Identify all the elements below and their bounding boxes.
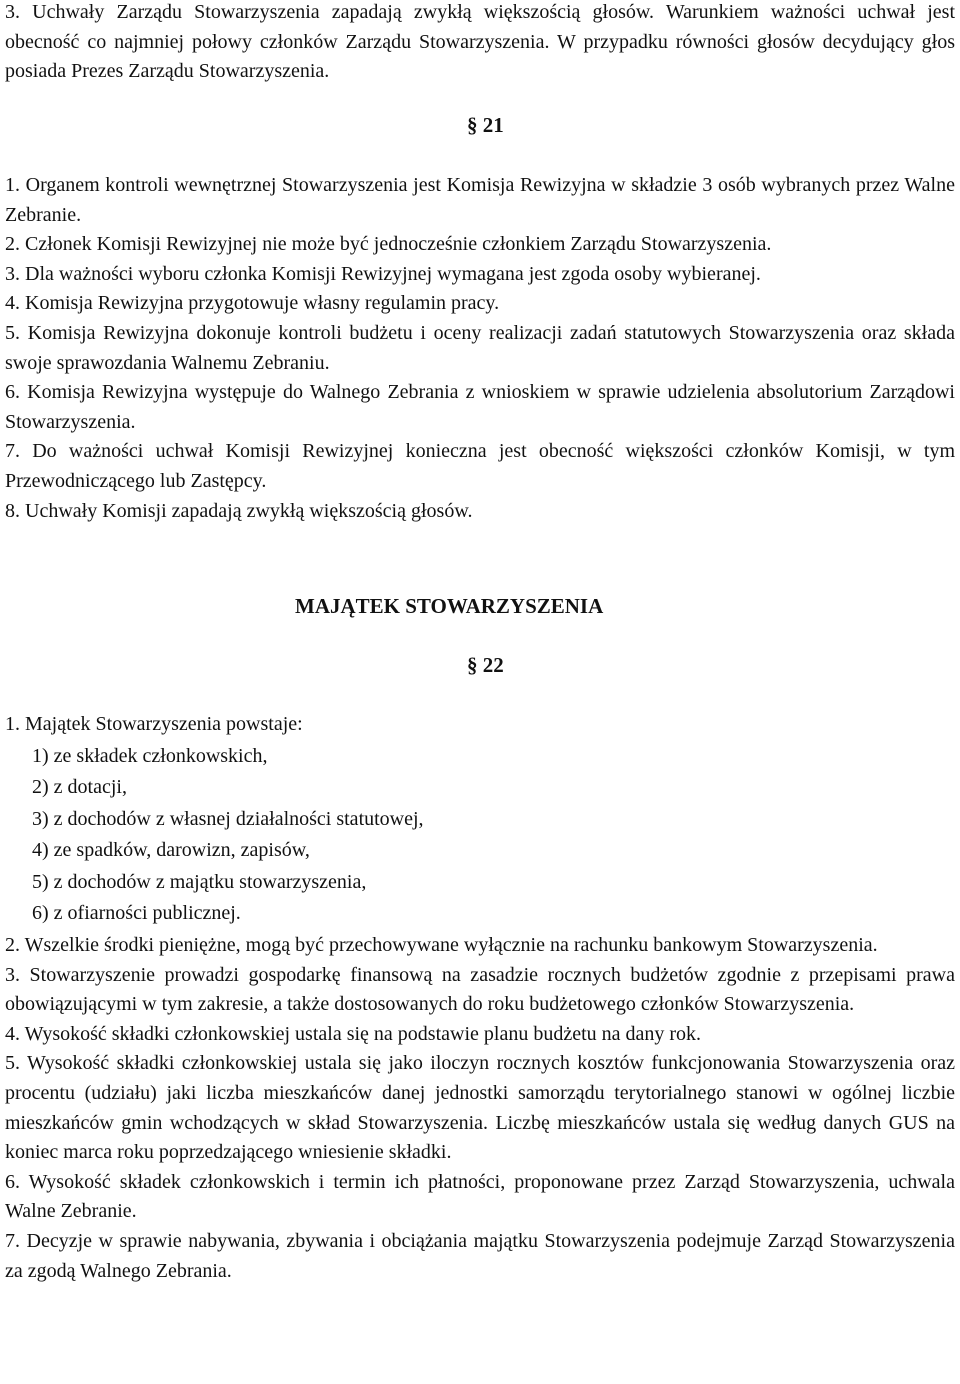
paragraph-block-3: [5, 709, 955, 930]
paragraph-majatek-5: 5. Wysokość składki członkowskiej ustala się jako iloczyn rocznych kosztów funkcjonowania Stowarzyszenia oraz procentu (udziału) jaki liczba mieszkańców danej jednostki samorządu terytorialnego stanowi w ogólnej liczbie mieszkańców gmin wchodzących w skład Stowarzyszenia. Liczbę mieszkańców ustala się według danych GUS na koniec marca roku poprzedzającego wniesienie składki.: [5, 1052, 955, 1164]
list-item: 5) z dochodów z majątku stowarzyszenia,: [32, 870, 367, 893]
paragraph-majatek-2: 2. Wszelkie środki pieniężne, mogą być przechowywane wyłącznie na rachunku bankowym Stowarzyszenia.: [5, 934, 878, 956]
paragraph-majatek-6: 6. Wysokość składek członkowskich i termin ich płatności, proponowane przez Zarząd Stowarzyszenia, uchwala Walne Zebranie.: [5, 1170, 955, 1223]
section-22-heading: § 22: [467, 653, 504, 677]
paragraph-majatek-3: 3. Stowarzyszenie prowadzi gospodarkę finansową na zasadzie rocznych budżetów zgodnie z przepisami prawa obowiązującymi w tym zakresie, a także dostosowanych do roku budżetowego członków Stowarzyszenia.: [5, 963, 955, 1016]
paragraph-komisja-7: 7. Do ważności uchwał Komisji Rewizyjnej konieczna jest obecność większości członków Komisji, w tym Przewodniczącego lub Zastępcy.: [5, 440, 955, 492]
paragraph-majatek-7: 7. Decyzje w sprawie nabywania, zbywania i obciążania majątku Stowarzyszenia podejmuje Zarząd Stowarzyszenia za zgodą Walnego Zebrania.: [5, 1229, 955, 1282]
paragraph-komisja-6: 6. Komisja Rewizyjna występuje do Walnego Zebrania z wnioskiem w sprawie udzielenia absolutorium Zarządowi Stowarzyszenia.: [5, 381, 955, 433]
paragraph-block-1: [5, 0, 955, 87]
section-title-majatek: MAJĄTEK STOWARZYSZENIA: [295, 594, 604, 618]
paragraph-komisja-8: 8. Uchwały Komisji zapadają zwykłą większością głosów.: [5, 499, 473, 522]
source-list: [5, 741, 955, 930]
paragraph-block-2: [5, 171, 955, 526]
list-item: 3) z dochodów z własnej działalności statutowej,: [32, 807, 424, 830]
paragraph-zarzad-3: 3. Uchwały Zarządu Stowarzyszenia zapadają zwykłą większością głosów. Warunkiem ważności uchwał jest obecność co najmniej połowy członków Zarządu Stowarzyszenia. W przypadku równości głosów decydujący głos posiada Prezes Zarządu Stowarzyszenia.: [5, 1, 955, 83]
section-21-heading: § 21: [467, 113, 504, 137]
list-item: 1) ze składek członkowskich,: [32, 744, 268, 767]
paragraph-komisja-5: 5. Komisja Rewizyjna dokonuje kontroli budżetu i oceny realizacji zadań statutowych Stowarzyszenia oraz składa swoje sprawozdania Walnemu Zebraniu.: [5, 321, 955, 374]
paragraph-majatek-4: 4. Wysokość składki członkowskiej ustala się na podstawie planu budżetu na dany rok.: [5, 1022, 702, 1045]
paragraph-komisja-4: 4. Komisja Rewizyjna przygotowuje własny regulamin pracy.: [5, 292, 500, 315]
paragraph-majatek-1: 1. Majątek Stowarzyszenia powstaje:: [5, 713, 303, 735]
paragraph-block-4: [5, 931, 955, 1286]
paragraph-komisja-1: 1. Organem kontroli wewnętrznej Stowarzyszenia jest Komisja Rewizyjna w składzie 3 osób wybranych przez Walne Zebranie.: [5, 174, 955, 226]
paragraph-komisja-3: 3. Dla ważności wyboru członka Komisji Rewizyjnej wymagana jest zgoda osoby wybieranej.: [5, 262, 761, 285]
list-item: 4) ze spadków, darowizn, zapisów,: [32, 839, 310, 861]
list-item: 2) z dotacji,: [32, 776, 127, 798]
list-item: 6) z ofiarności publicznej.: [32, 902, 241, 924]
paragraph-komisja-2: 2. Członek Komisji Rewizyjnej nie może być jednocześnie członkiem Zarządu Stowarzyszenia.: [5, 233, 772, 256]
